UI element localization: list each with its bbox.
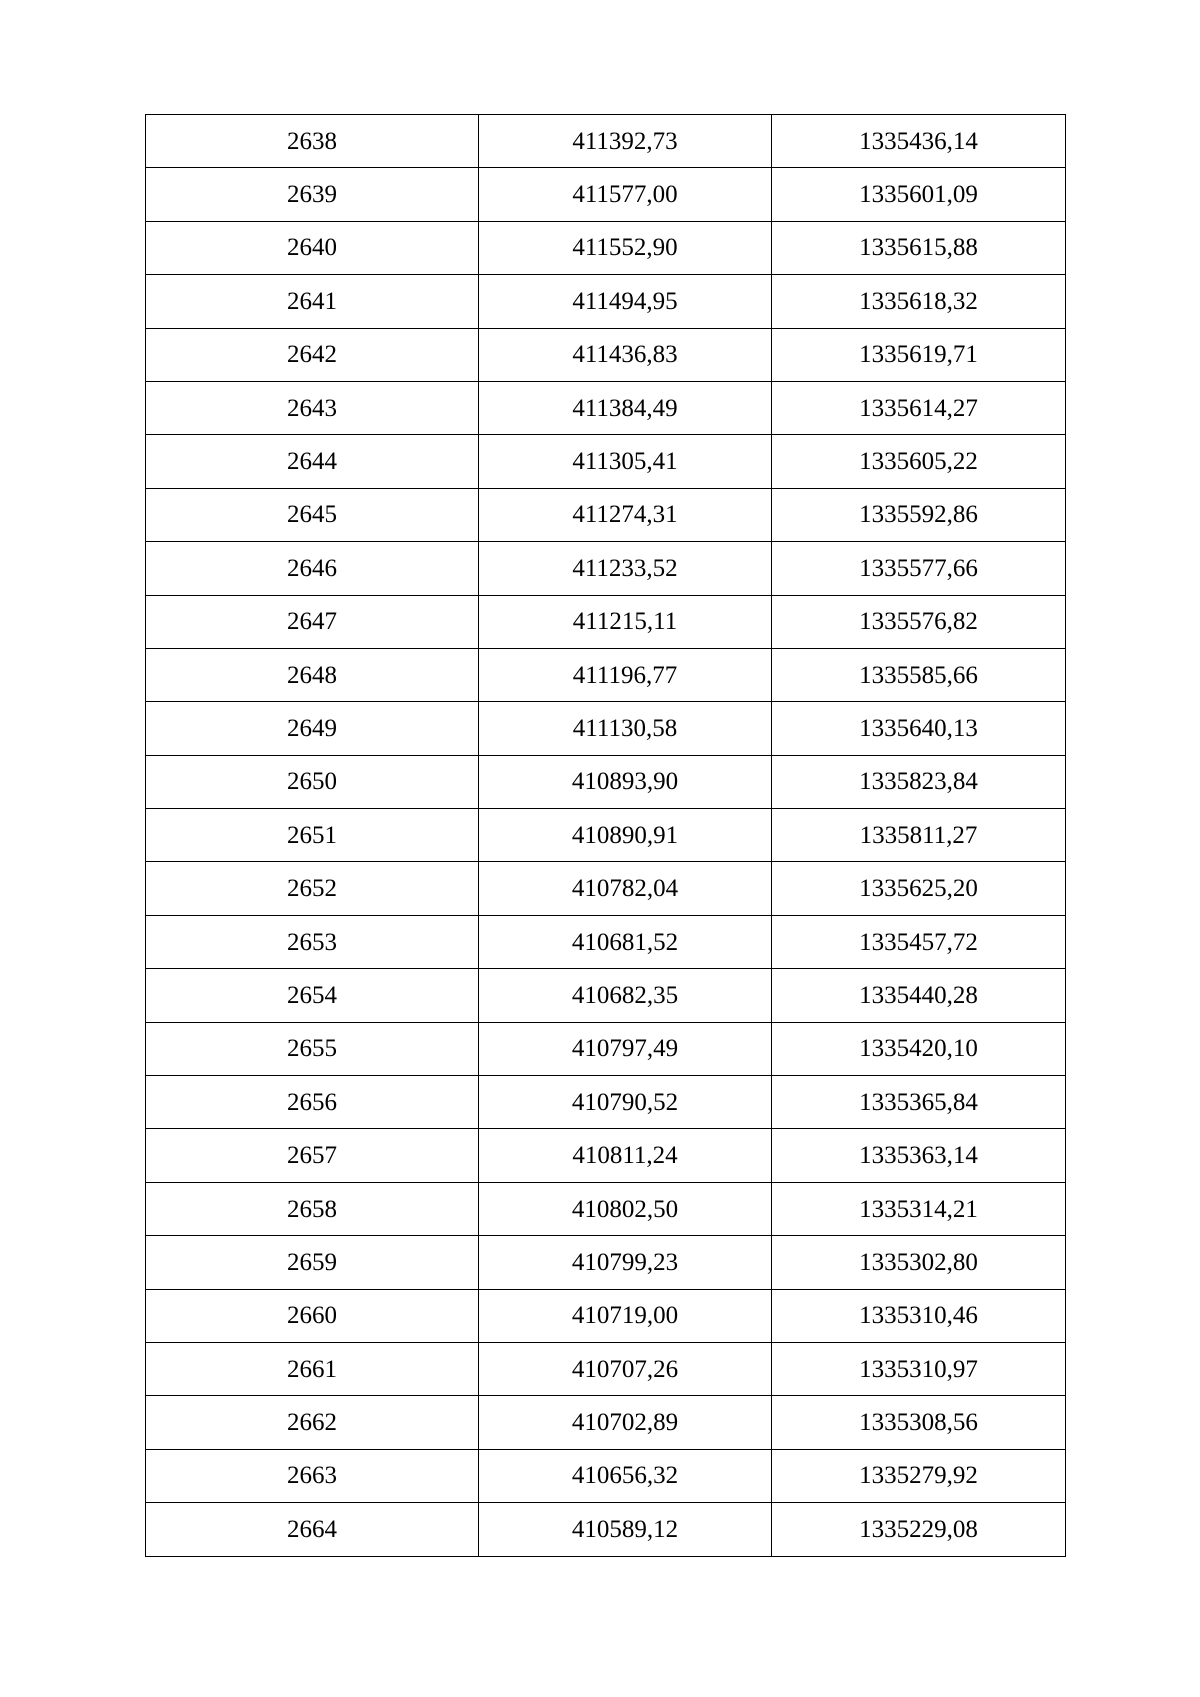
x-coordinate-cell: 411130,58: [479, 702, 772, 755]
x-coordinate-cell: 410707,26: [479, 1342, 772, 1395]
y-coordinate-cell: 1335625,20: [772, 862, 1066, 915]
x-coordinate-cell: 410719,00: [479, 1289, 772, 1342]
x-coordinate-cell: 410782,04: [479, 862, 772, 915]
point-number-cell: 2644: [146, 435, 479, 488]
point-number-cell: 2652: [146, 862, 479, 915]
y-coordinate-cell: 1335279,92: [772, 1449, 1066, 1502]
y-coordinate-cell: 1335823,84: [772, 755, 1066, 808]
table-row: [146, 702, 1066, 755]
y-coordinate-cell: 1335229,08: [772, 1503, 1066, 1556]
x-coordinate-cell: 410589,12: [479, 1503, 772, 1556]
y-coordinate-cell: 1335577,66: [772, 542, 1066, 595]
point-number-cell: 2646: [146, 542, 479, 595]
x-coordinate-cell: 410702,89: [479, 1396, 772, 1449]
x-coordinate-cell: 410811,24: [479, 1129, 772, 1182]
table-row: [146, 221, 1066, 274]
y-coordinate-cell: 1335576,82: [772, 595, 1066, 648]
x-coordinate-cell: 411196,77: [479, 648, 772, 701]
table-row: [146, 115, 1066, 168]
y-coordinate-cell: 1335302,80: [772, 1236, 1066, 1289]
x-coordinate-cell: 410893,90: [479, 755, 772, 808]
table-row: [146, 1396, 1066, 1449]
table-row: [146, 1342, 1066, 1395]
point-number-cell: 2653: [146, 915, 479, 968]
x-coordinate-cell: 411274,31: [479, 488, 772, 541]
point-number-cell: 2657: [146, 1129, 479, 1182]
y-coordinate-cell: 1335363,14: [772, 1129, 1066, 1182]
point-number-cell: 2650: [146, 755, 479, 808]
y-coordinate-cell: 1335619,71: [772, 328, 1066, 381]
x-coordinate-cell: 411552,90: [479, 221, 772, 274]
x-coordinate-cell: 411436,83: [479, 328, 772, 381]
point-number-cell: 2647: [146, 595, 479, 648]
point-number-cell: 2654: [146, 969, 479, 1022]
table-row: [146, 1129, 1066, 1182]
x-coordinate-cell: 411215,11: [479, 595, 772, 648]
table-row: [146, 915, 1066, 968]
y-coordinate-cell: 1335310,97: [772, 1342, 1066, 1395]
table-row: [146, 435, 1066, 488]
point-number-cell: 2639: [146, 168, 479, 221]
table-row: [146, 1236, 1066, 1289]
table-row: [146, 328, 1066, 381]
x-coordinate-cell: 410681,52: [479, 915, 772, 968]
x-coordinate-cell: 411305,41: [479, 435, 772, 488]
y-coordinate-cell: 1335310,46: [772, 1289, 1066, 1342]
x-coordinate-cell: 411494,95: [479, 275, 772, 328]
y-coordinate-cell: 1335585,66: [772, 648, 1066, 701]
x-coordinate-cell: 410797,49: [479, 1022, 772, 1075]
x-coordinate-cell: 410802,50: [479, 1182, 772, 1235]
point-number-cell: 2658: [146, 1182, 479, 1235]
x-coordinate-cell: 411392,73: [479, 115, 772, 168]
table-row: [146, 1449, 1066, 1502]
x-coordinate-cell: 410656,32: [479, 1449, 772, 1502]
point-number-cell: 2648: [146, 648, 479, 701]
coordinates-table: [145, 114, 1066, 1557]
y-coordinate-cell: 1335457,72: [772, 915, 1066, 968]
point-number-cell: 2645: [146, 488, 479, 541]
table-row: [146, 488, 1066, 541]
x-coordinate-cell: 410682,35: [479, 969, 772, 1022]
table-row: [146, 1076, 1066, 1129]
y-coordinate-cell: 1335811,27: [772, 809, 1066, 862]
y-coordinate-cell: 1335440,28: [772, 969, 1066, 1022]
point-number-cell: 2643: [146, 381, 479, 434]
point-number-cell: 2651: [146, 809, 479, 862]
x-coordinate-cell: 410890,91: [479, 809, 772, 862]
point-number-cell: 2638: [146, 115, 479, 168]
x-coordinate-cell: 410790,52: [479, 1076, 772, 1129]
point-number-cell: 2655: [146, 1022, 479, 1075]
point-number-cell: 2661: [146, 1342, 479, 1395]
y-coordinate-cell: 1335618,32: [772, 275, 1066, 328]
y-coordinate-cell: 1335640,13: [772, 702, 1066, 755]
table-row: [146, 1022, 1066, 1075]
table-row: [146, 168, 1066, 221]
y-coordinate-cell: 1335592,86: [772, 488, 1066, 541]
table-row: [146, 755, 1066, 808]
point-number-cell: 2662: [146, 1396, 479, 1449]
point-number-cell: 2664: [146, 1503, 479, 1556]
y-coordinate-cell: 1335365,84: [772, 1076, 1066, 1129]
x-coordinate-cell: 411577,00: [479, 168, 772, 221]
x-coordinate-cell: 411233,52: [479, 542, 772, 595]
y-coordinate-cell: 1335614,27: [772, 381, 1066, 434]
table-row: [146, 648, 1066, 701]
y-coordinate-cell: 1335308,56: [772, 1396, 1066, 1449]
point-number-cell: 2659: [146, 1236, 479, 1289]
table-row: [146, 969, 1066, 1022]
y-coordinate-cell: 1335314,21: [772, 1182, 1066, 1235]
table-row: [146, 275, 1066, 328]
x-coordinate-cell: 411384,49: [479, 381, 772, 434]
point-number-cell: 2641: [146, 275, 479, 328]
table-row: [146, 542, 1066, 595]
table-row: [146, 809, 1066, 862]
table-row: [146, 381, 1066, 434]
y-coordinate-cell: 1335420,10: [772, 1022, 1066, 1075]
point-number-cell: 2642: [146, 328, 479, 381]
point-number-cell: 2660: [146, 1289, 479, 1342]
table-row: [146, 1503, 1066, 1556]
table-row: [146, 862, 1066, 915]
table-row: [146, 1182, 1066, 1235]
y-coordinate-cell: 1335615,88: [772, 221, 1066, 274]
y-coordinate-cell: 1335436,14: [772, 115, 1066, 168]
point-number-cell: 2649: [146, 702, 479, 755]
x-coordinate-cell: 410799,23: [479, 1236, 772, 1289]
y-coordinate-cell: 1335605,22: [772, 435, 1066, 488]
y-coordinate-cell: 1335601,09: [772, 168, 1066, 221]
point-number-cell: 2656: [146, 1076, 479, 1129]
table-row: [146, 1289, 1066, 1342]
point-number-cell: 2663: [146, 1449, 479, 1502]
point-number-cell: 2640: [146, 221, 479, 274]
table-row: [146, 595, 1066, 648]
